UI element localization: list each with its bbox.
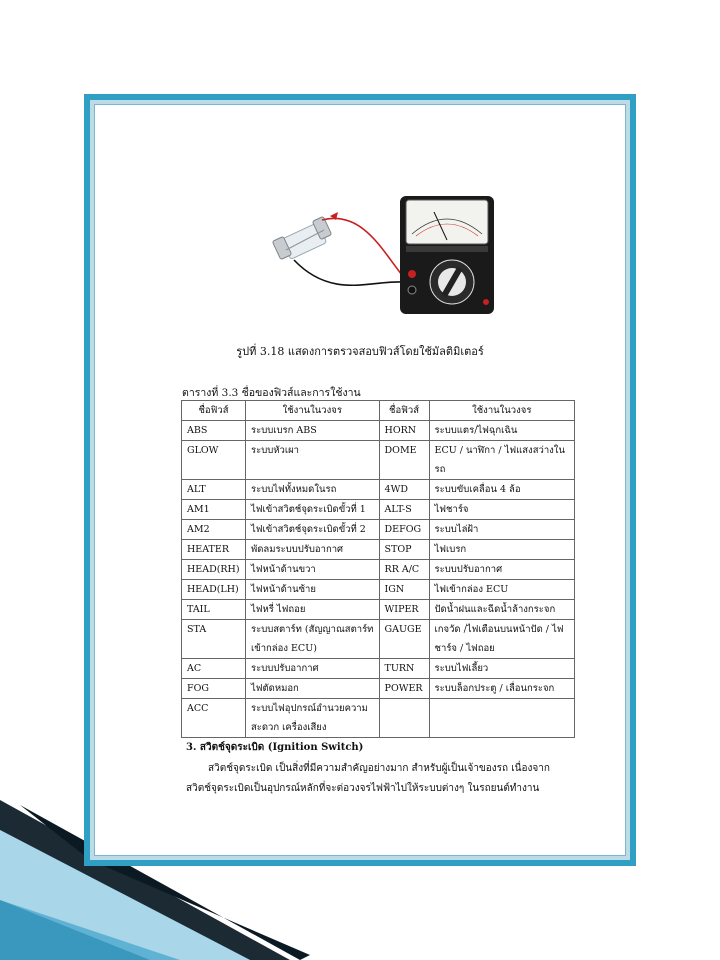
table-cell: RR A/C	[379, 560, 429, 580]
table-row	[182, 441, 575, 480]
table-cell: ECU / นาฬิกา / ไฟแสงสว่างในรถ	[429, 441, 574, 480]
column-header: ชื่อฟิวส์	[379, 401, 429, 421]
table-cell: ระบบไฟเลี้ยว	[429, 659, 574, 679]
table-cell: ระบบหัวเผา	[245, 441, 379, 480]
multimeter-icon	[400, 196, 494, 314]
table-cell: ไฟหน้าด้านขวา	[245, 560, 379, 580]
table-cell: ไฟหน้าด้านซ้าย	[245, 580, 379, 600]
table-cell: AM1	[182, 500, 246, 520]
table-header-row	[182, 401, 575, 421]
column-header: ชื่อฟิวส์	[182, 401, 246, 421]
table-cell: ACC	[182, 699, 246, 738]
table-row	[182, 540, 575, 560]
table-cell: ไฟหรี่ ไฟถอย	[245, 600, 379, 620]
table-cell	[429, 699, 574, 738]
table-row	[182, 620, 575, 659]
black-probe-wire	[294, 260, 402, 285]
table-cell	[379, 699, 429, 738]
table-cell: ระบบล็อกประตู / เลื่อนกระจก	[429, 679, 574, 699]
table-cell: ไฟเข้าสวิตช์จุดระเบิดขั้วที่ 1	[245, 500, 379, 520]
table-row	[182, 679, 575, 699]
table-row	[182, 480, 575, 500]
fuse-table	[181, 400, 575, 738]
glass-fuse-icon	[272, 216, 331, 259]
table-cell: HEAD(RH)	[182, 560, 246, 580]
table-cell: GLOW	[182, 441, 246, 480]
table-cell: FOG	[182, 679, 246, 699]
table-row	[182, 500, 575, 520]
table-cell: ระบบไล่ฝ้า	[429, 520, 574, 540]
table-cell: เกจวัด /ไฟเตือนบนหน้าปัด / ไฟชาร์จ / ไฟถอย	[429, 620, 574, 659]
table-row	[182, 580, 575, 600]
table-cell: ระบบแตร/ไฟฉุกเฉิน	[429, 421, 574, 441]
table-cell: AC	[182, 659, 246, 679]
table-cell: ระบบปรับอากาศ	[245, 659, 379, 679]
table-cell: ระบบขับเคลื่อน 4 ล้อ	[429, 480, 574, 500]
table-cell: ALT	[182, 480, 246, 500]
table-cell: HEAD(LH)	[182, 580, 246, 600]
table-cell: DOME	[379, 441, 429, 480]
table-cell: ไฟเข้ากล่อง ECU	[429, 580, 574, 600]
table-cell: TAIL	[182, 600, 246, 620]
table-cell: ไฟเบรก	[429, 540, 574, 560]
table-cell: ABS	[182, 421, 246, 441]
table-row	[182, 560, 575, 580]
table-row	[182, 659, 575, 679]
table-cell: STOP	[379, 540, 429, 560]
table-row	[182, 520, 575, 540]
table-row	[182, 600, 575, 620]
table-cell: ไฟตัดหมอก	[245, 679, 379, 699]
table-cell: GAUGE	[379, 620, 429, 659]
table-cell: AM2	[182, 520, 246, 540]
table-cell: ระบบไฟอุปกรณ์อำนวยความสะดวก เครื่องเสียง	[245, 699, 379, 738]
multimeter-fuse-photo	[272, 190, 512, 318]
table-cell: ระบบเบรก ABS	[245, 421, 379, 441]
column-header: ใช้งานในวงจร	[245, 401, 379, 421]
column-header: ใช้งานในวงจร	[429, 401, 574, 421]
red-probe-wire	[322, 218, 402, 275]
table-cell: HORN	[379, 421, 429, 441]
section-heading: 3. สวิตช์จุดระเบิด (Ignition Switch)	[186, 742, 364, 753]
table-cell: DEFOG	[379, 520, 429, 540]
table-cell: พัดลมระบบปรับอากาศ	[245, 540, 379, 560]
table-cell: TURN	[379, 659, 429, 679]
table-cell: HEATER	[182, 540, 246, 560]
table-row	[182, 699, 575, 738]
table-cell: ไฟเข้าสวิตช์จุดระเบิดขั้วที่ 2	[245, 520, 379, 540]
table-cell: 4WD	[379, 480, 429, 500]
table-cell: ระบบสตาร์ท (สัญญาณสตาร์ทเข้ากล่อง ECU)	[245, 620, 379, 659]
table-cell: ระบบปรับอากาศ	[429, 560, 574, 580]
table-cell: ไฟชาร์จ	[429, 500, 574, 520]
table-row	[182, 421, 575, 441]
section-paragraph: สวิตช์จุดระเบิด เป็นสิ่งที่มีความสำคัญอย่างมาก สำหรับผู้เป็นเจ้าของรถ เนื่องจากสวิตช์จุดระเบิดเป็นอุปกรณ์หลักที่จะต่อวงจรไฟฟ้าไปให้ระบบต่างๆ ในรถยนต์ทำงาน	[186, 763, 550, 794]
table-cell: ระบบไฟทั้งหมดในรถ	[245, 480, 379, 500]
figure-caption: รูปที่ 3.18 แสดงการตรวจสอบฟิวส์โดยใช้มัลติมิเตอร์	[236, 345, 484, 358]
table-cell: POWER	[379, 679, 429, 699]
table-cell: WIPER	[379, 600, 429, 620]
table-cell: STA	[182, 620, 246, 659]
table-cell: ALT-S	[379, 500, 429, 520]
table-cell: ปัดน้ำฝนและฉีดน้ำล้างกระจก	[429, 600, 574, 620]
table-cell: IGN	[379, 580, 429, 600]
table-title: ตารางที่ 3.3 ชื่อของฟิวส์และการใช้งาน	[182, 387, 361, 399]
